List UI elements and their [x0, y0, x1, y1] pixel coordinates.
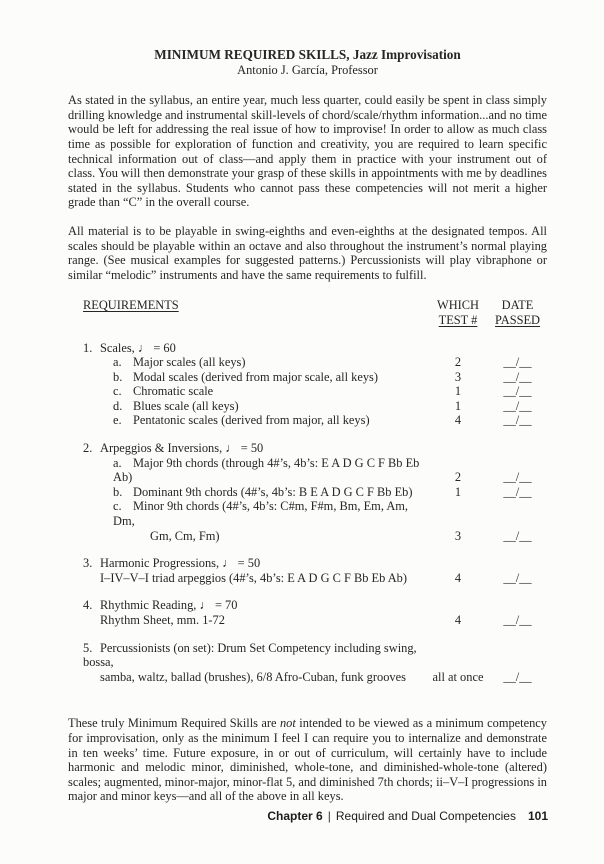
date-passed-blank: __/__ [503, 369, 532, 384]
date-passed-blank: __/__ [503, 528, 532, 543]
requirement-row [68, 670, 547, 685]
test-number-value: 1 [454, 384, 462, 399]
test-number-value: 1 [454, 484, 462, 499]
requirement-item-rhythmic-reading [68, 598, 547, 627]
sub-text: Modal scales (derived from major scale, all keys) [133, 369, 378, 384]
sub-letter: e. [113, 413, 122, 428]
test-number-value: all at once [432, 669, 484, 684]
sub-letter: c. [113, 384, 122, 399]
page-footer [267, 809, 548, 824]
date-passed-blank: __/__ [503, 470, 532, 485]
test-number-value: 3 [454, 528, 462, 543]
page-content [68, 48, 547, 804]
test-number-label: TEST # [438, 312, 478, 327]
sub-text: Blues scale (all keys) [133, 398, 239, 413]
page-number: 101 [527, 809, 548, 824]
sub-letter: a. [113, 455, 122, 470]
closing-text-italic: not [279, 716, 296, 731]
document-author: Antonio J. García, Professor [237, 62, 378, 77]
item-number: 1. [83, 340, 93, 355]
requirement-row [68, 413, 547, 428]
requirements-table [68, 298, 547, 684]
materials-paragraph: All material is to be playable in swing-eighths and even-eighths at the designated tempos. All scales should be playable within an octave and also throughout the instrument’s normal playing range. (See musical examples for suggested patterns.) Percussionists will play vibraphone or similar “melodic” instruments and have the same requirements to fulfill. [68, 223, 547, 282]
requirement-item-percussionists [68, 641, 547, 685]
sub-letter: a. [113, 355, 122, 370]
requirement-row [68, 499, 547, 543]
sub-text: Major 9th chords (through 4#’s, 4b’s: E A D G C F Bb Eb Ab) [113, 455, 420, 485]
document-title: MINIMUM REQUIRED SKILLS, Jazz Improvisation [154, 47, 461, 62]
date-label: DATE [501, 298, 534, 313]
requirement-row [68, 355, 547, 370]
test-number-value: 4 [454, 413, 462, 428]
closing-text-start: These truly Minimum Required Skills are [68, 716, 280, 731]
item-number: 5. [83, 640, 93, 655]
sub-letter: d. [113, 398, 123, 413]
date-passed-blank: __/__ [503, 669, 532, 684]
item-title: Rhythmic Reading, ♩ = 70 [100, 598, 238, 613]
test-number-value: 4 [454, 570, 462, 585]
sub-text: Major scales (all keys) [133, 355, 246, 370]
date-passed-blank: __/__ [503, 484, 532, 499]
sub-text: Chromatic scale [133, 384, 214, 399]
sub-letter: b. [113, 484, 123, 499]
test-number-value: 3 [454, 369, 462, 384]
requirement-row [68, 399, 547, 414]
item-number: 3. [83, 556, 93, 571]
footer-separator: | [327, 809, 331, 824]
test-number-value: 2 [454, 355, 462, 370]
item-title-row [68, 441, 547, 456]
date-passed-blank: __/__ [503, 413, 532, 428]
table-header-row [68, 298, 547, 327]
requirement-row [68, 384, 547, 399]
sub-text-continued: Gm, Cm, Fm) [150, 528, 220, 543]
date-passed-blank: __/__ [503, 398, 532, 413]
requirement-row [68, 571, 547, 586]
requirement-item-arpeggios [68, 441, 547, 543]
requirement-item-scales [68, 341, 547, 429]
requirement-item-harmonic-progressions [68, 556, 547, 585]
sub-text: Rhythm Sheet, mm. 1-72 [100, 613, 225, 627]
item-number: 2. [83, 441, 93, 456]
requirement-row [68, 370, 547, 385]
sub-letter: c. [113, 499, 122, 514]
sub-letter: b. [113, 369, 123, 384]
date-passed-blank: __/__ [503, 384, 532, 399]
item-title: Arpeggios & Inversions, ♩ = 50 [100, 441, 264, 456]
section-title: Required and Dual Competencies [335, 809, 516, 824]
sub-text: Dominant 9th chords (4#’s, 4b’s: B E A D G C F Bb Eb) [133, 484, 413, 499]
date-passed-blank: __/__ [503, 570, 532, 585]
item-title-row [68, 341, 547, 356]
passed-label: PASSED [495, 312, 540, 327]
requirement-row [68, 485, 547, 500]
item-number: 4. [83, 598, 93, 613]
item-title: Harmonic Progressions, ♩ = 50 [100, 556, 261, 571]
intro-paragraph: As stated in the syllabus, an entire year, much less quarter, could easily be spent in class simply drilling knowledge and instrumental skill-levels of chord/scale/rhythm information...and no time would be left for addressing the real issue of how to improvise! In order to allow as much class time as possible for exploration of function and creativity, you are required to learn specific technical information out of class—and apply them in practice with your instrument out of class. You will then demonstrate your grasp of these skills in appointments with me by deadlines stated in the syllabus. Students who cannot pass these competencies will not merit a higher grade than “C” in the overall course. [68, 93, 547, 210]
which-test-column-header [428, 298, 488, 327]
item-title: Percussionists (on set): Drum Set Competency including swing, bossa, [83, 640, 417, 670]
test-number-value: 1 [454, 398, 462, 413]
chapter-label: Chapter 6 [267, 809, 323, 824]
sub-text: Minor 9th chords (4#’s, 4b’s: C#m, F#m, Bm, Em, Am, Dm, [113, 499, 409, 529]
item-title-row [68, 598, 547, 613]
sub-text: samba, waltz, ballad (brushes), 6/8 Afro-Cuban, funk grooves [100, 669, 406, 684]
requirements-heading: REQUIREMENTS [83, 298, 179, 313]
item-title-row [68, 641, 547, 670]
closing-text-end: intended to be viewed as a minimum competency for improvisation, only as the minimum I feel I can require you to internalize and demonstrate in ten weeks’ time. Future exposure, in or out of curriculum, will certainly have to include harmonic and melodic minor, diminished, whole-tone, and diminished-whole-tone (altered) scales; augmented, minor-major, minor-flat 5, and diminished 7th chords; ii–V–I progressions in major and minor keys—and all of the above in all keys. [68, 716, 547, 804]
test-number-value: 2 [454, 470, 462, 485]
requirement-row [68, 613, 547, 628]
which-label: WHICH [437, 298, 479, 313]
test-number-value: 4 [454, 613, 462, 627]
closing-paragraph [68, 716, 547, 804]
item-title: Scales, ♩ = 60 [100, 340, 176, 355]
date-passed-column-header [488, 298, 547, 327]
sub-text: Pentatonic scales (derived from major, all keys) [133, 413, 370, 428]
item-title-row [68, 556, 547, 571]
date-passed-blank: __/__ [503, 355, 532, 370]
sub-text: I–IV–V–I triad arpeggios (4#’s, 4b’s: E A D G C F Bb Eb Ab) [100, 570, 407, 585]
requirement-row [68, 456, 547, 485]
date-passed-blank: __/__ [503, 613, 532, 627]
